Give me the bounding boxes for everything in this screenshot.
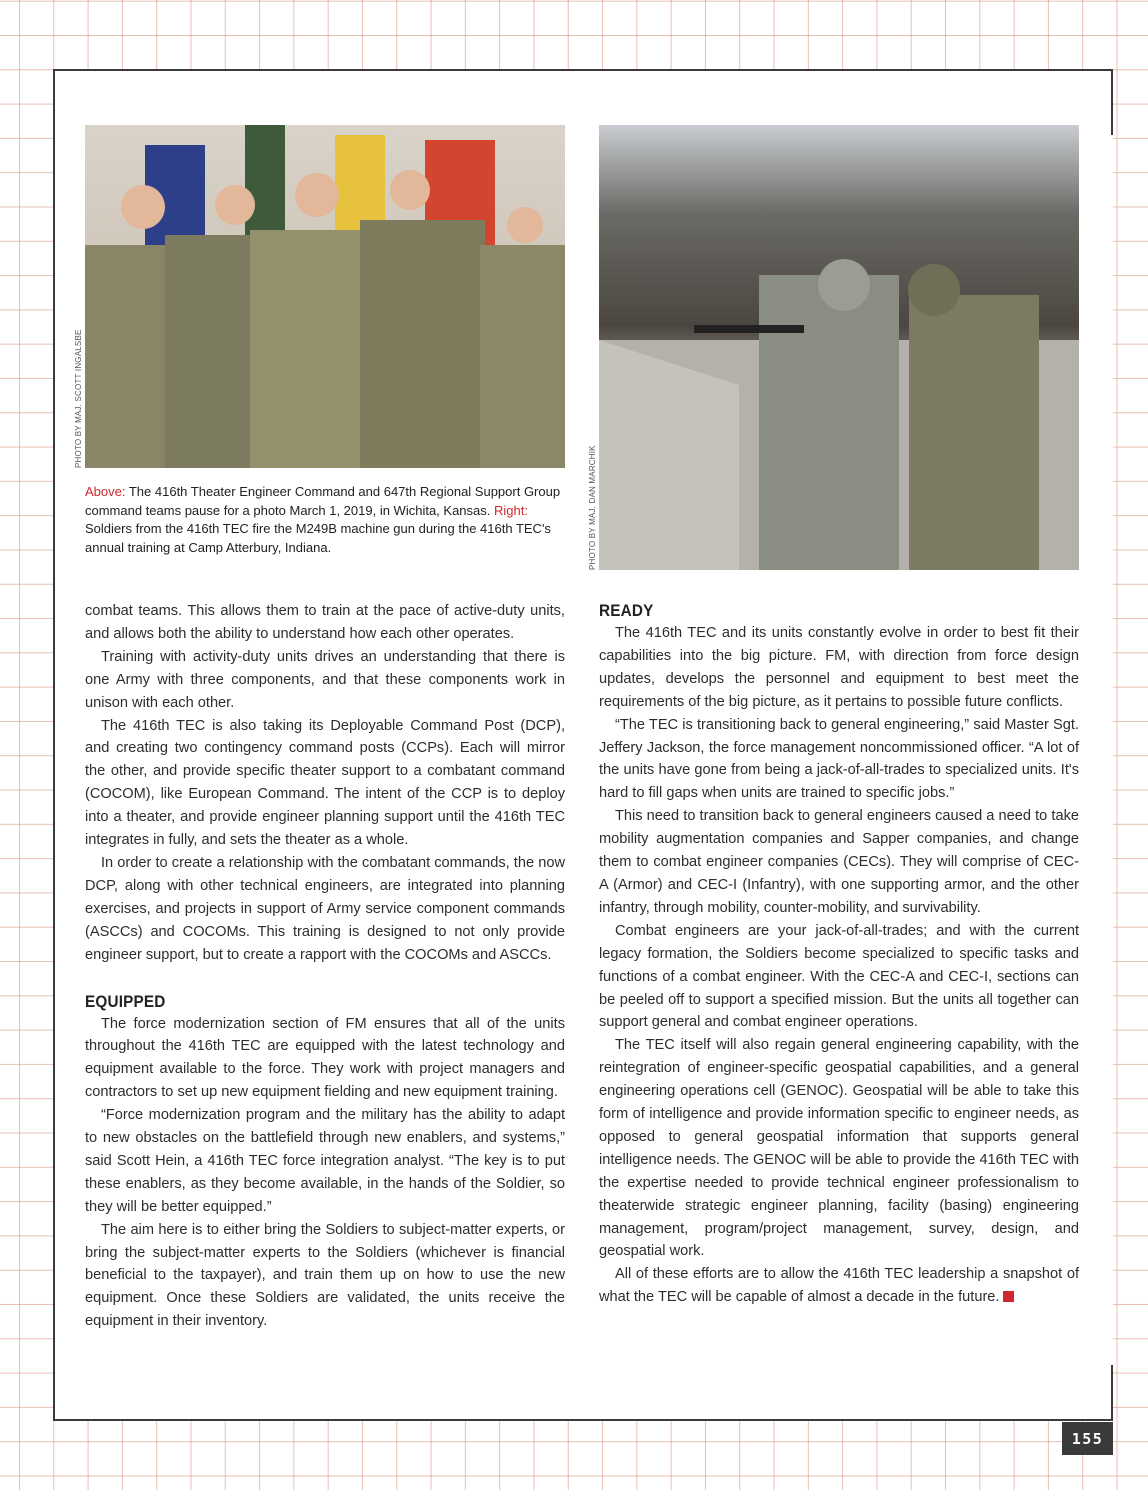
caption-above-text: The 416th Theater Engineer Command and 647th Regional Support Group command teams pause for a photo March 1, 2019, in Wichita, Kansas. (85, 484, 561, 518)
section-heading-equipped: EQUIPPED (85, 991, 166, 1011)
paragraph: “Force modernization program and the military has the ability to adapt to new obstacles on the battlefield through new enablers, and systems,” said Scott Hein, a 416th TEC force integration analyst. “The key is to put these enablers, as they become available, in the hands of the Soldier, so they will be better equipped.” (85, 1107, 565, 1215)
photo-machine-gun-training-image (599, 125, 1079, 570)
paragraph: combat teams. This allows them to train at the pace of active-duty units, and allows both the ability to understand how each other operates. (85, 603, 565, 642)
paragraph: The aim here is to either bring the Soldiers to subject-matter experts, or bring the subject-matter experts to the Soldiers (whichever is financial beneficial to the taxpayer), and train them up on how to use the new equipment. Once these Soldiers are validated, the units receive the equipment in their inventory. (85, 1221, 565, 1330)
frame-top (53, 69, 1113, 71)
paragraph: The force modernization section of FM ensures that all of the units throughout the 416th TEC are equipped with the latest technology and equipment available to the force. They work with project managers and contractors to set up new equipment fielding and new equipment training. (85, 1015, 565, 1101)
caption-right-text: Soldiers from the 416th TEC fire the M249B machine gun during the 416th TEC's annual training at Camp Atterbury, Indiana. (85, 521, 551, 555)
frame-right-top (1111, 69, 1113, 135)
page-number: 155 (1062, 1422, 1113, 1455)
photo-command-teams-image (85, 125, 565, 468)
right-column (599, 599, 1079, 1309)
caption-above-label: Above: (85, 484, 126, 499)
caption-right-label: Right: (494, 502, 528, 518)
end-mark-icon (1003, 1291, 1014, 1302)
section-heading-ready: READY (599, 601, 654, 620)
paragraph: “The TEC is transitioning back to general engineering,” said Master Sgt. Jeffery Jackson, the force management noncommissioned officer. “A lot of the units have gone from being a jack-of-all-trades to specialized units. It's hard to fill gaps when units are trained to specific jobs.” (599, 716, 1079, 802)
paragraph: Training with activity-duty units drives an understanding that there is one Army with three components, and that these components work in unison with each other. (85, 648, 565, 711)
frame-left (53, 69, 55, 1421)
paragraph: The 416th TEC is also taking its Deployable Command Post (DCP), and creating two contingency command posts (CCPs). Each will mirror the other, and provide specific theater support to a combatant command (COCOM), like European Command. The intent of the CCP is to deploy into a theater, and provide engineer planning support until the 416th TEC integrates in fully, and sets the theater as a whole. (85, 717, 565, 849)
paragraph-final (599, 1263, 1079, 1309)
photo-caption (85, 483, 567, 557)
paragraph: The 416th TEC and its units constantly evolve in order to best fit their capabilities into the big picture. FM, with direction from force design updates, develops the personnel and equipment to best meet the requirements of the big picture, as it pertains to possible future conflicts. (599, 625, 1079, 710)
paragraph: The TEC itself will also regain general engineering capability, with the reintegration of engineer-specific geospatial capabilities, and a general engineering operations cell (GENOC). Geospatial will be able to take this form of intelligence and provide information specific to engineer needs, as opposed to general geospatial information that supports general intelligence needs. The GENOC will be able to provide the 416th TEC with the expertise needed to provide technical engineer professionalism to theaterwide strategic engineer planning, facility (basing) engineering management, program/project management, survey, design, and geospatial work. (599, 1037, 1079, 1260)
photo-credit-left: PHOTO BY MAJ. SCOTT INGALSBE (74, 329, 83, 468)
frame-right-bottom (1111, 1365, 1113, 1421)
photo-credit-right: PHOTO BY MAJ. DAN MARCHIK (588, 445, 597, 570)
paragraph: This need to transition back to general engineers caused a need to take mobility augmentation companies and Sapper companies, and change them to combat engineer companies (CECs). They will comprise of CEC-A (Armor) and CEC-I (Infantry), with one supporting armor, and the other infantry, through mobility, counter-mobility, and survivability. (599, 808, 1079, 916)
left-column (85, 600, 565, 1333)
photo-machine-gun-training (599, 125, 1079, 570)
paragraph: In order to create a relationship with the combatant commands, the now DCP, along with other technical engineers, are integrated into planning exercises, and projects in support of Army service component commands (ASCCs) and COCOMs. This training is designed to not only provide engineer support, but to create a rapport with the COCOMs and ASCCs. (85, 854, 565, 963)
photo-command-teams (85, 125, 565, 468)
frame-bottom (53, 1419, 1113, 1421)
final-text: All of these efforts are to allow the 416th TEC leadership a snapshot of what the TEC will be capable of almost a decade in the future. (599, 1266, 1079, 1306)
paragraph: Combat engineers are your jack-of-all-trades; and with the current legacy formation, the Soldiers become specialized to specific tasks and functions of a combat engineer. With the CEC-A and CEC-I, sections can be peeled off to support a specified mission. But the units all together can support general and combat engineer operations. (599, 922, 1079, 1031)
